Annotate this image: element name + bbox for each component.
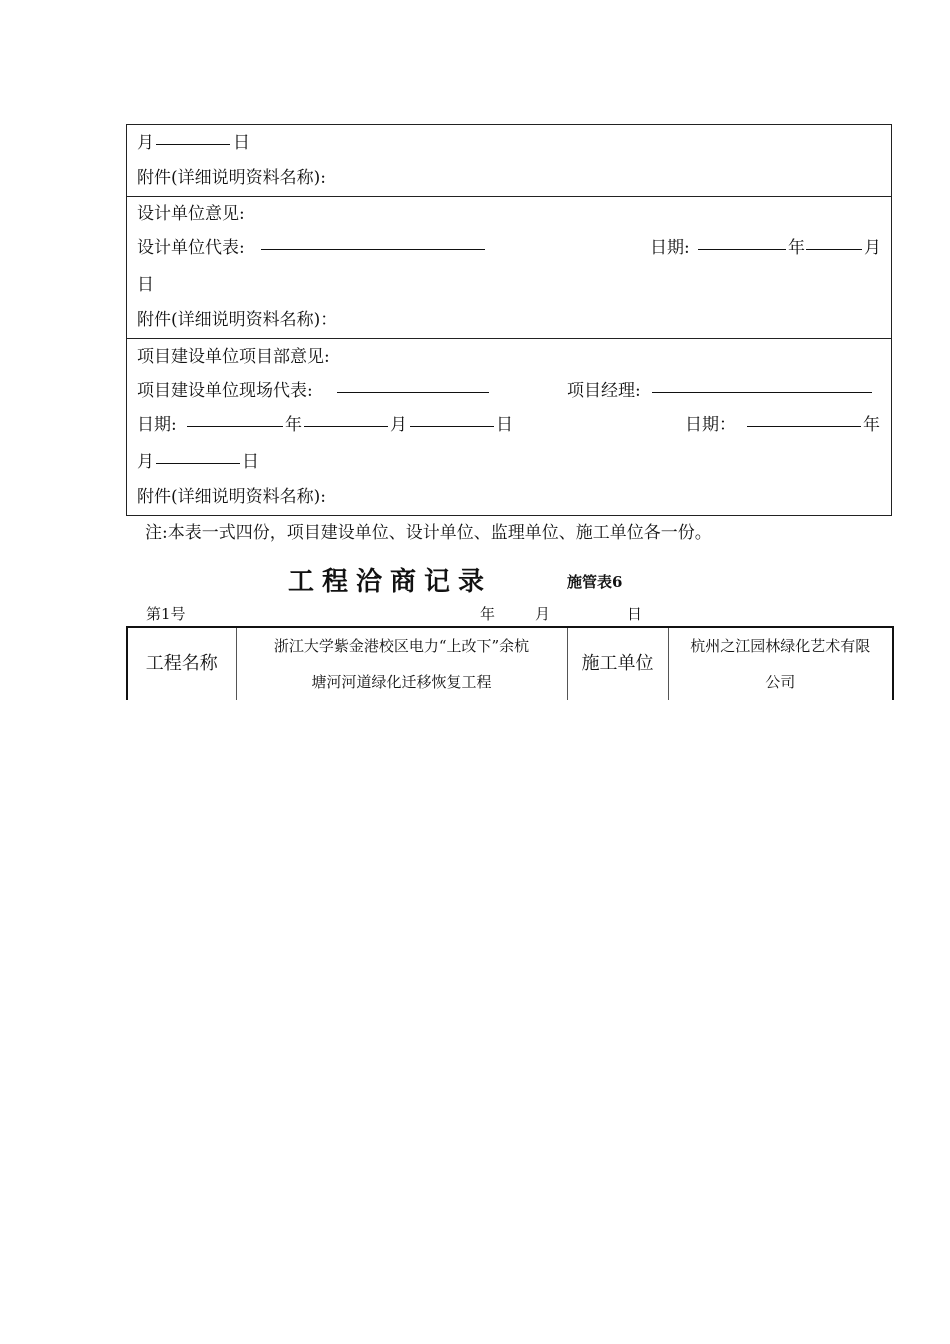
design-attachment-label: 附件(详细说明资料名称)： xyxy=(137,310,338,330)
project-rep-blank[interactable] xyxy=(337,376,489,393)
distribution-note: 注:本表一式四份，项目建设单位、设计单位、监理单位、施工单位各一份。 xyxy=(145,523,712,543)
project-info-table xyxy=(126,626,894,700)
attachment-label: 附件(详细说明资料名称): xyxy=(137,168,326,188)
contractor-label: 施工单位 xyxy=(567,627,668,700)
project-manager-blank[interactable] xyxy=(652,376,872,393)
design-month-label: 月 xyxy=(864,238,881,258)
design-year-blank[interactable] xyxy=(698,233,786,250)
design-unit-section xyxy=(126,195,892,339)
project-name-line1: 浙江大学紫金港校区电力“上改下”余杭 xyxy=(273,637,530,655)
project-name-value xyxy=(236,627,567,700)
project-manager-label: 项目经理: xyxy=(567,381,641,401)
record-month-label: 月 xyxy=(535,605,551,623)
manager-month-blank[interactable] xyxy=(156,447,240,464)
manager-day-label: 日 xyxy=(242,452,259,472)
design-rep-label: 设计单位代表: xyxy=(137,238,245,258)
project-name-line2: 塘河河道绿化迁移恢复工程 xyxy=(311,673,492,691)
project-year-label: 年 xyxy=(285,415,302,435)
design-month-blank[interactable] xyxy=(806,233,862,250)
manager-year-blank[interactable] xyxy=(747,410,861,427)
form-code: 施管表6 xyxy=(567,573,623,591)
month-label: 月 xyxy=(137,133,154,153)
month-blank[interactable] xyxy=(156,128,230,145)
project-opinion-label: 项目建设单位项目部意见: xyxy=(137,347,330,367)
project-day-blank[interactable] xyxy=(410,410,494,427)
table-row xyxy=(127,627,893,700)
design-date-label: 日期: xyxy=(650,238,690,258)
design-rep-blank[interactable] xyxy=(261,233,485,250)
contractor-value xyxy=(668,627,893,700)
project-name-label: 工程名称 xyxy=(127,627,236,700)
contractor-line1: 杭州之江园林绿化艺术有限 xyxy=(690,637,871,655)
project-unit-section xyxy=(126,338,892,516)
project-attachment-label: 附件(详细说明资料名称): xyxy=(137,487,326,507)
manager-year-label: 年 xyxy=(863,415,880,435)
project-month-blank[interactable] xyxy=(304,410,388,427)
design-day-label: 日 xyxy=(137,275,154,295)
project-year-blank[interactable] xyxy=(187,410,283,427)
continued-section-box xyxy=(126,124,892,197)
manager-date-label: 日期： xyxy=(685,415,736,435)
record-number: 第1号 xyxy=(146,605,186,623)
design-year-label: 年 xyxy=(788,238,805,258)
design-opinion-label: 设计单位意见: xyxy=(137,204,245,224)
project-day-label: 日 xyxy=(496,415,513,435)
record-day-label: 日 xyxy=(627,605,643,623)
record-year-label: 年 xyxy=(480,605,496,623)
manager-month-label: 月 xyxy=(137,452,154,472)
project-month-label: 月 xyxy=(390,415,407,435)
project-rep-label: 项目建设单位现场代表: xyxy=(137,381,313,401)
record-title: 工程洽商记录 xyxy=(288,567,493,597)
day-label: 日 xyxy=(233,133,250,153)
contractor-line2: 公司 xyxy=(765,673,796,691)
project-date-label: 日期: xyxy=(137,415,177,435)
